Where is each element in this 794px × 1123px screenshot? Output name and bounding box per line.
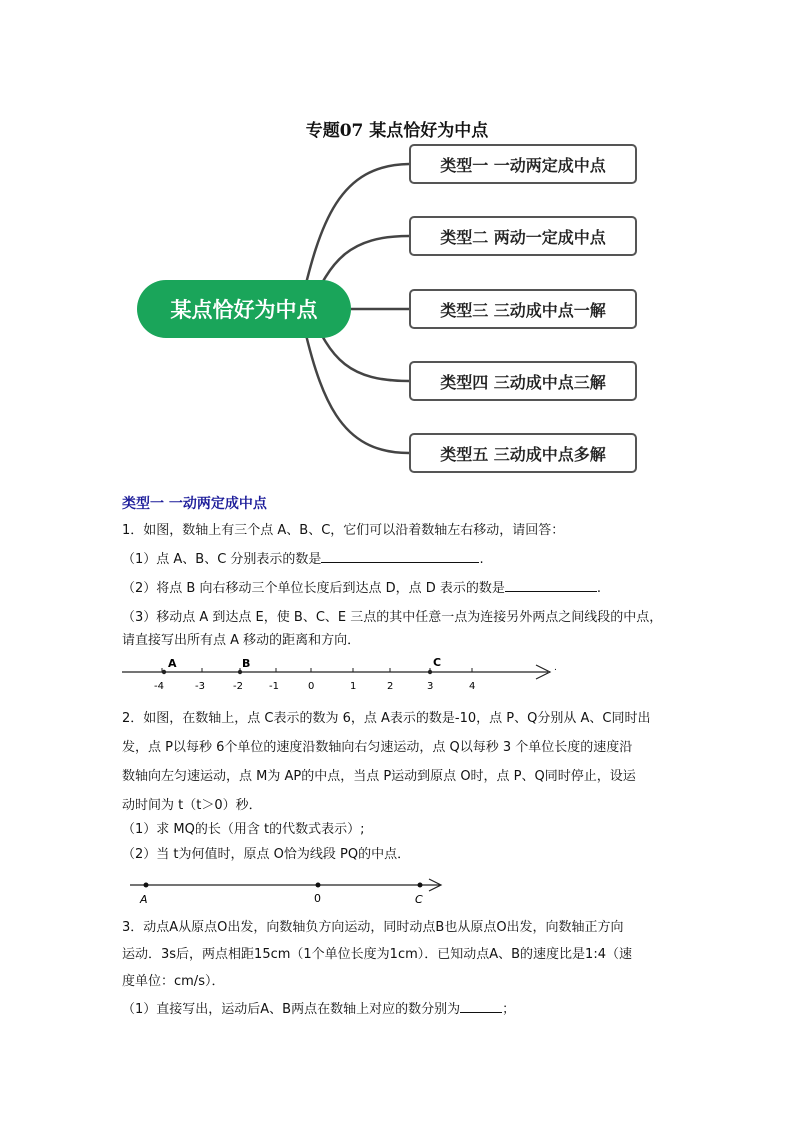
mindmap-branch-3: 类型三 三动成中点一解	[409, 289, 637, 329]
tick-label: -1	[269, 681, 279, 692]
tick-label: -2	[233, 681, 243, 692]
axis-label-a: A	[140, 893, 148, 906]
tick-label: 3	[427, 681, 434, 692]
tick-label: 2	[387, 681, 394, 692]
page-title: 专题07 某点恰好为中点	[305, 121, 489, 141]
axis-label-0: 0	[314, 892, 321, 905]
q2-number-line	[128, 872, 458, 906]
answer-blank[interactable]	[321, 548, 479, 563]
tick-label: -3	[195, 681, 205, 692]
mindmap-center-node: 某点恰好为中点	[137, 280, 351, 338]
point-a-dot	[162, 670, 166, 674]
q1-part2-text: （2）将点 B 向右移动三个单位长度后到达点 D，点 D 表示的数是	[122, 581, 505, 596]
q2-line1: 2．如图，在数轴上，点 C表示的数为 6，点 A表示的数是-10，点 P、Q分别从 A、C同时出	[122, 711, 651, 726]
q3-line3: 度单位：cm/s）．	[122, 974, 225, 989]
q2-line3: 数轴向左匀速运动，点 M为 AP的中点，当点 P运动到原点 O时，点 P、Q同时停止，设运	[122, 769, 636, 784]
point-c-dot	[428, 670, 432, 674]
point-a-label: A	[168, 657, 177, 670]
section-title: 类型一 一动两定成中点	[122, 496, 267, 512]
q2-sub1: （1）求 MQ的长（用含 t的代数式表示）;	[122, 822, 365, 837]
q3-sub1-end: ；	[502, 1002, 516, 1017]
q3-sub1-text: （1）直接写出，运动后A、B两点在数轴上对应的数分别为	[122, 1002, 461, 1017]
q1-part1: （1）点 A、B、C 分别表示的数是 .	[122, 545, 682, 574]
q3-sub1	[122, 995, 682, 1024]
point-c-label: C	[433, 656, 442, 669]
point-b-label: B	[242, 657, 251, 670]
mindmap-branch-5: 类型五 三动成中点多解	[409, 433, 637, 473]
tick-label: 4	[469, 681, 476, 692]
q3-line2: 运动．3s后，两点相距15cm（1个单位长度为1cm）．已知动点A、B的速度比是1:4（速	[122, 947, 632, 962]
mindmap-branch-4: 类型四 三动成中点三解	[409, 361, 637, 401]
q1-part3b: 请直接写出所有点 A 移动的距离和方向．	[122, 633, 361, 648]
q2-sub2: （2）当 t为何值时，原点 O恰为线段 PQ的中点．	[122, 847, 411, 862]
q2-line2: 发，点 P以每秒 6个单位的速度沿数轴向右匀速运动，点 Q以每秒 3 个单位长度的速度沿	[122, 740, 633, 755]
answer-blank[interactable]	[505, 577, 597, 592]
q3-line1: 3．动点A从原点O出发，向数轴负方向运动，同时动点B也从原点O出发，向数轴正方向	[122, 920, 624, 935]
q1-part3a: （3）移动点 A 到达点 E，使 B、C、E 三点的其中任意一点为连接另外两点之间线段的中点，	[122, 610, 663, 625]
q1-part1-text: （1）点 A、B、C 分别表示的数是	[122, 552, 322, 567]
q1-stem: 1．如图，数轴上有三个点 A、B、C，它们可以沿着数轴左右移动，请回答：	[122, 523, 565, 538]
q2-line4: 动时间为 t（t＞0）秒．	[122, 798, 262, 813]
tick-label: 0	[308, 681, 315, 692]
tick-label: 1	[350, 681, 357, 692]
mindmap-connectors	[0, 0, 794, 500]
point-b-dot	[238, 670, 242, 674]
q1-number-line	[118, 656, 568, 696]
tick-label: -4	[154, 681, 164, 692]
answer-blank[interactable]	[460, 998, 502, 1013]
q1-part2: （2）将点 B 向右移动三个单位长度后到达点 D，点 D 表示的数是 .	[122, 574, 682, 603]
svg-text:.: .	[554, 663, 557, 673]
mindmap-branch-1: 类型一 一动两定成中点	[409, 144, 637, 184]
axis-label-c: C	[415, 893, 423, 906]
mindmap-branch-2: 类型二 两动一定成中点	[409, 216, 637, 256]
